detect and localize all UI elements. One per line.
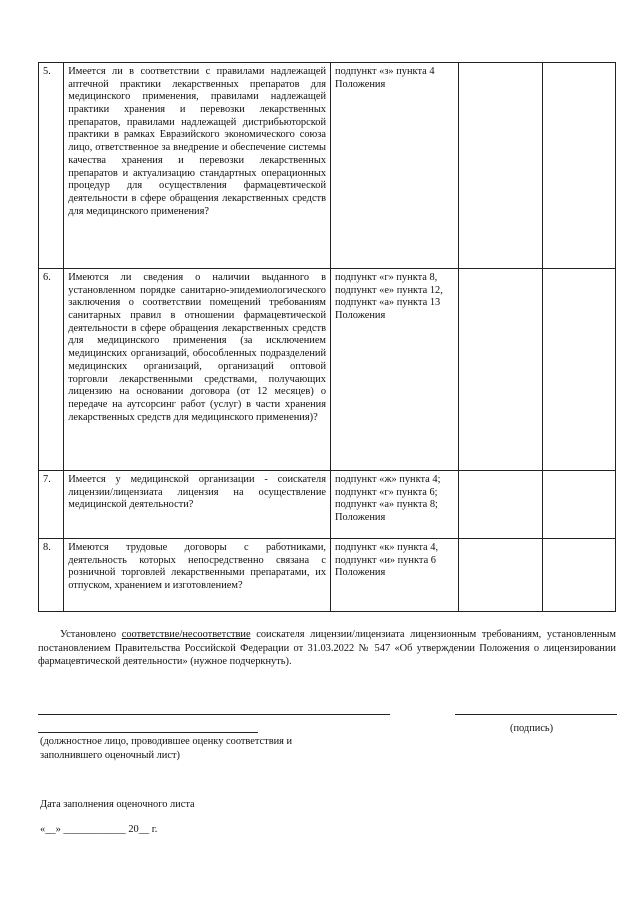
row-number: 6. xyxy=(39,269,64,471)
conclusion-paragraph xyxy=(38,628,616,669)
table-row xyxy=(39,63,616,269)
official-name-line xyxy=(38,714,390,715)
row-number: 8. xyxy=(39,539,64,612)
empty-note-cell xyxy=(543,539,616,612)
row-question: Имеется у медицинской организации - соискателя лицензии/лицензиата лицензия на осуществление медицинской деятельности? xyxy=(64,471,331,539)
row-reference: подпункт «г» пункта 8, подпункт «е» пункта 12, подпункт «а» пункта 13 Положения xyxy=(331,269,459,471)
table-row xyxy=(39,539,616,612)
empty-answer-cell xyxy=(459,539,543,612)
row-question: Имеются ли сведения о наличии выданного в установленном порядке санитарно-эпидемиологического заключения о соответствии помещений требованиям санитарных правил в отношении фармацевтической деятельности в сфере обращения лекарственных средств для медицинского применения (за исключением медицинских организаций, обособленных подразделений медицинских организаций, организаций оптовой торговли лекарственными средствами, получающих лицензию на основании договора (от 12 месяцев) о передаче на аутсорсинг работ (услуг) в части хранения лекарственных средств для медицинского применения)? xyxy=(64,269,331,471)
date-label: Дата заполнения оценочного листа xyxy=(40,799,195,810)
signature-caption: (подпись) xyxy=(510,723,554,734)
conclusion-choice: соответствие/несоответствие xyxy=(121,629,251,640)
empty-note-cell xyxy=(543,269,616,471)
empty-answer-cell xyxy=(459,269,543,471)
row-question: Имеются трудовые договоры с работниками, деятельность которых непосредственно связана с розничной торговлей лекарственными препаратами, их отпуском, хранением и изготовлением? xyxy=(64,539,331,612)
row-reference: подпункт «з» пункта 4 Положения xyxy=(331,63,459,269)
signature-line xyxy=(455,714,617,715)
conclusion-lead: Установлено xyxy=(60,629,122,640)
empty-answer-cell xyxy=(459,63,543,269)
row-number: 7. xyxy=(39,471,64,539)
table-row xyxy=(39,269,616,471)
row-reference: подпункт «ж» пункта 4; подпункт «г» пункта 6; подпункт «а» пункта 8; Положения xyxy=(331,471,459,539)
official-second-line xyxy=(38,732,258,733)
assessment-table xyxy=(38,62,616,612)
conclusion-rest: соискателя лицензии/лицензиата лицензионным требованиям, установленным постановлением Правительства Российской Федерации от 31.03.2022 № 547 «Об утверждении Положения о лицензировании фармацевтической деятельности» (нужное подчеркнуть). xyxy=(38,629,616,668)
empty-answer-cell xyxy=(459,471,543,539)
row-question: Имеется ли в соответствии с правилами надлежащей аптечной практики лекарственных препаратов для медицинского применения, правилами надлежащей практики хранения и перевозки лекарственных препаратов, правилами надлежащей дистрибьюторской практики в рамках Евразийского экономического союза лицо, ответственное за внедрение и обеспечение системы качества хранения и перевозки лекарственных препаратов и актуализацию стандартных операционных процедур для осуществления фармацевтической деятельности в сфере обращения лекарственных средств для медицинского применения? xyxy=(64,63,331,269)
table-row xyxy=(39,471,616,539)
empty-note-cell xyxy=(543,63,616,269)
row-number: 5. xyxy=(39,63,64,269)
row-reference: подпункт «к» пункта 4, подпункт «и» пункта 6 Положения xyxy=(331,539,459,612)
official-caption: (должностное лицо, проводившее оценку соответствия и заполнившего оценочный лист) xyxy=(40,736,293,762)
empty-note-cell xyxy=(543,471,616,539)
date-field: «__» ____________ 20__ г. xyxy=(40,824,158,835)
